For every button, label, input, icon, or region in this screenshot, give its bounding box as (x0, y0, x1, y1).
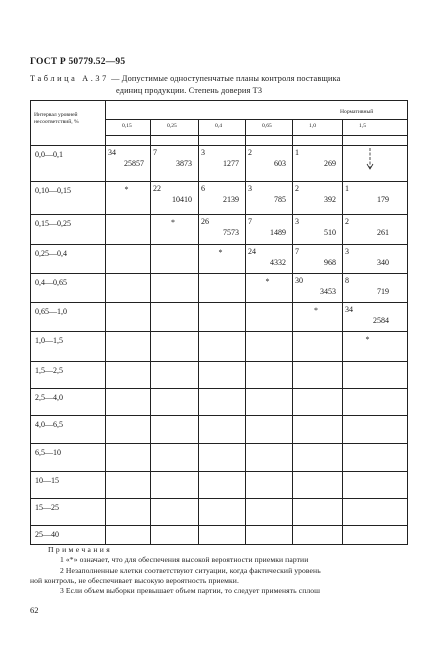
row-interval-label: 0,25—0,4 (35, 249, 67, 258)
table-cell-sample-size: 392 (324, 195, 336, 204)
table-caption (30, 74, 340, 83)
row-interval-label: 0,10—0,15 (35, 186, 71, 195)
column-header: 1,5 (359, 123, 366, 129)
table-cell-sample-size: 10410 (172, 195, 192, 204)
row-interval-label: 15—25 (35, 503, 59, 512)
row-rule (30, 525, 408, 526)
column-header: 0,4 (215, 123, 222, 129)
table-cell-acceptance-number: 8 (345, 276, 349, 285)
row-rule (30, 415, 408, 416)
table-cell-sample-size: 719 (377, 287, 389, 296)
row-interval-label: 6,5—10 (35, 448, 61, 457)
table-cell-acceptance-number: 3 (201, 148, 205, 157)
table-cell-sample-size: 7573 (223, 228, 239, 237)
table-cell-acceptance-number: 34 (108, 148, 116, 157)
table-cell-acceptance-number: 34 (345, 305, 353, 314)
table-cell-acceptance-number: 2 (345, 217, 349, 226)
table-border-top (30, 100, 408, 101)
page-number: 62 (30, 605, 39, 615)
table-cell-acceptance-number: 3 (345, 247, 349, 256)
table-cell-acceptance-number: 3 (248, 184, 252, 193)
table-cell-sample-size: 2139 (223, 195, 239, 204)
row-rule (30, 498, 408, 499)
row-interval-label: 0,65—1,0 (35, 307, 67, 316)
column-header: 1,0 (309, 123, 316, 129)
row-interval-label: 10—15 (35, 476, 59, 485)
column-rule (245, 119, 246, 545)
down-arrow-icon (366, 148, 374, 172)
table-cell-sample-size: 1489 (270, 228, 286, 237)
table-cell-acceptance-number: 26 (201, 217, 209, 226)
table-cell-acceptance-number: 6 (201, 184, 205, 193)
table-cell-sample-size: 269 (324, 159, 336, 168)
table-caption-line1: — Допустимые одноступенчатые планы контроля поставщика (108, 74, 341, 83)
table-cell-acceptance-number: 1 (295, 148, 299, 157)
table-cell-sample-size: 261 (377, 228, 389, 237)
table-cell-acceptance-number: 7 (248, 217, 252, 226)
row-rule (30, 214, 408, 215)
table-cell-sample-size: 25857 (124, 159, 144, 168)
row-rule (30, 471, 408, 472)
row-interval-label: 1,5—2,5 (35, 366, 63, 375)
table-cell-asterisk: * (171, 218, 175, 227)
notes-title: Примечания (48, 545, 113, 554)
table-border-right (407, 100, 408, 545)
standard-header: ГОСТ Р 50779.52—95 (30, 57, 126, 67)
row-interval-label: 0,0—0,1 (35, 150, 63, 159)
row-rule (30, 145, 408, 146)
table-cell-asterisk: * (265, 277, 270, 286)
table-cell-acceptance-number: 1 (345, 184, 349, 193)
row-rule (30, 302, 408, 303)
row-interval-label: 0,4—0,65 (35, 278, 67, 287)
row-rule (30, 273, 408, 274)
table-cell-acceptance-number: 7 (153, 148, 157, 157)
row-header-line1: Интервал уровней (34, 112, 78, 118)
table-cell-acceptance-number: 2 (295, 184, 299, 193)
row-interval-label: 1,0—1,5 (35, 336, 63, 345)
table-cell-acceptance-number: 7 (295, 247, 299, 256)
group-header: Нормативный (340, 109, 374, 115)
row-rule (30, 361, 408, 362)
table-cell-asterisk: * (218, 248, 223, 257)
table-cell-sample-size: 510 (324, 228, 336, 237)
table-cell-sample-size: 603 (274, 159, 286, 168)
row-interval-label: 0,15—0,25 (35, 219, 71, 228)
table-cell-acceptance-number: 22 (153, 184, 161, 193)
table-border-left (30, 100, 31, 545)
table-cell-sample-size: 340 (377, 258, 389, 267)
table-cell-acceptance-number: 24 (248, 247, 256, 256)
column-rule (150, 119, 151, 545)
table-cell-sample-size: 785 (274, 195, 286, 204)
row-interval-label: 4,0—6,5 (35, 420, 63, 429)
note-line-3: ной контроль, не обеспечивает высокую вероятность приемки. (30, 576, 239, 585)
table-cell-sample-size: 2584 (373, 316, 389, 325)
table-cell-acceptance-number: 30 (295, 276, 303, 285)
row-interval-label: 25—40 (35, 530, 59, 539)
column-rule (198, 119, 199, 545)
table-cell-acceptance-number: 2 (248, 148, 252, 157)
note-line-2: 2 Незаполненные клетки соответствуют ситуации, когда фактический уровень (60, 566, 321, 575)
table-cell-asterisk: * (124, 185, 129, 194)
row-interval-label: 2,5—4,0 (35, 393, 63, 402)
column-header: 0,25 (167, 123, 177, 129)
table-cell-sample-size: 179 (377, 195, 389, 204)
row-rule (30, 443, 408, 444)
table-cell-sample-size: 968 (324, 258, 336, 267)
column-rule (342, 119, 343, 545)
note-line-1: 1 «*» означает, что для обеспечения высокой вероятности приемки партии (60, 555, 309, 564)
table-cell-asterisk: * (314, 306, 318, 315)
table-caption-line2: единиц продукции. Степень доверия Т3 (116, 86, 263, 95)
column-rule (105, 100, 106, 545)
column-rule (292, 119, 293, 545)
table-cell-sample-size: 3873 (176, 159, 192, 168)
row-rule (30, 244, 408, 245)
row-rule (30, 331, 408, 332)
table-cell-sample-size: 1277 (223, 159, 239, 168)
row-rule (30, 181, 408, 182)
table-cell-asterisk: * (365, 335, 370, 344)
table-cell-acceptance-number: 3 (295, 217, 299, 226)
row-header-line2: несоответствий, % (34, 119, 79, 125)
row-rule (30, 388, 408, 389)
column-header: 0,15 (122, 123, 132, 129)
note-line-4: 3 Если объем выборки превышает объем партии, то следует применять сплош (60, 586, 321, 595)
column-header: 0,65 (262, 123, 272, 129)
table-cell-sample-size: 3453 (320, 287, 336, 296)
table-caption-label: Таблица А.37 (30, 74, 109, 83)
table-cell-sample-size: 4332 (270, 258, 286, 267)
plans-table (30, 100, 408, 545)
